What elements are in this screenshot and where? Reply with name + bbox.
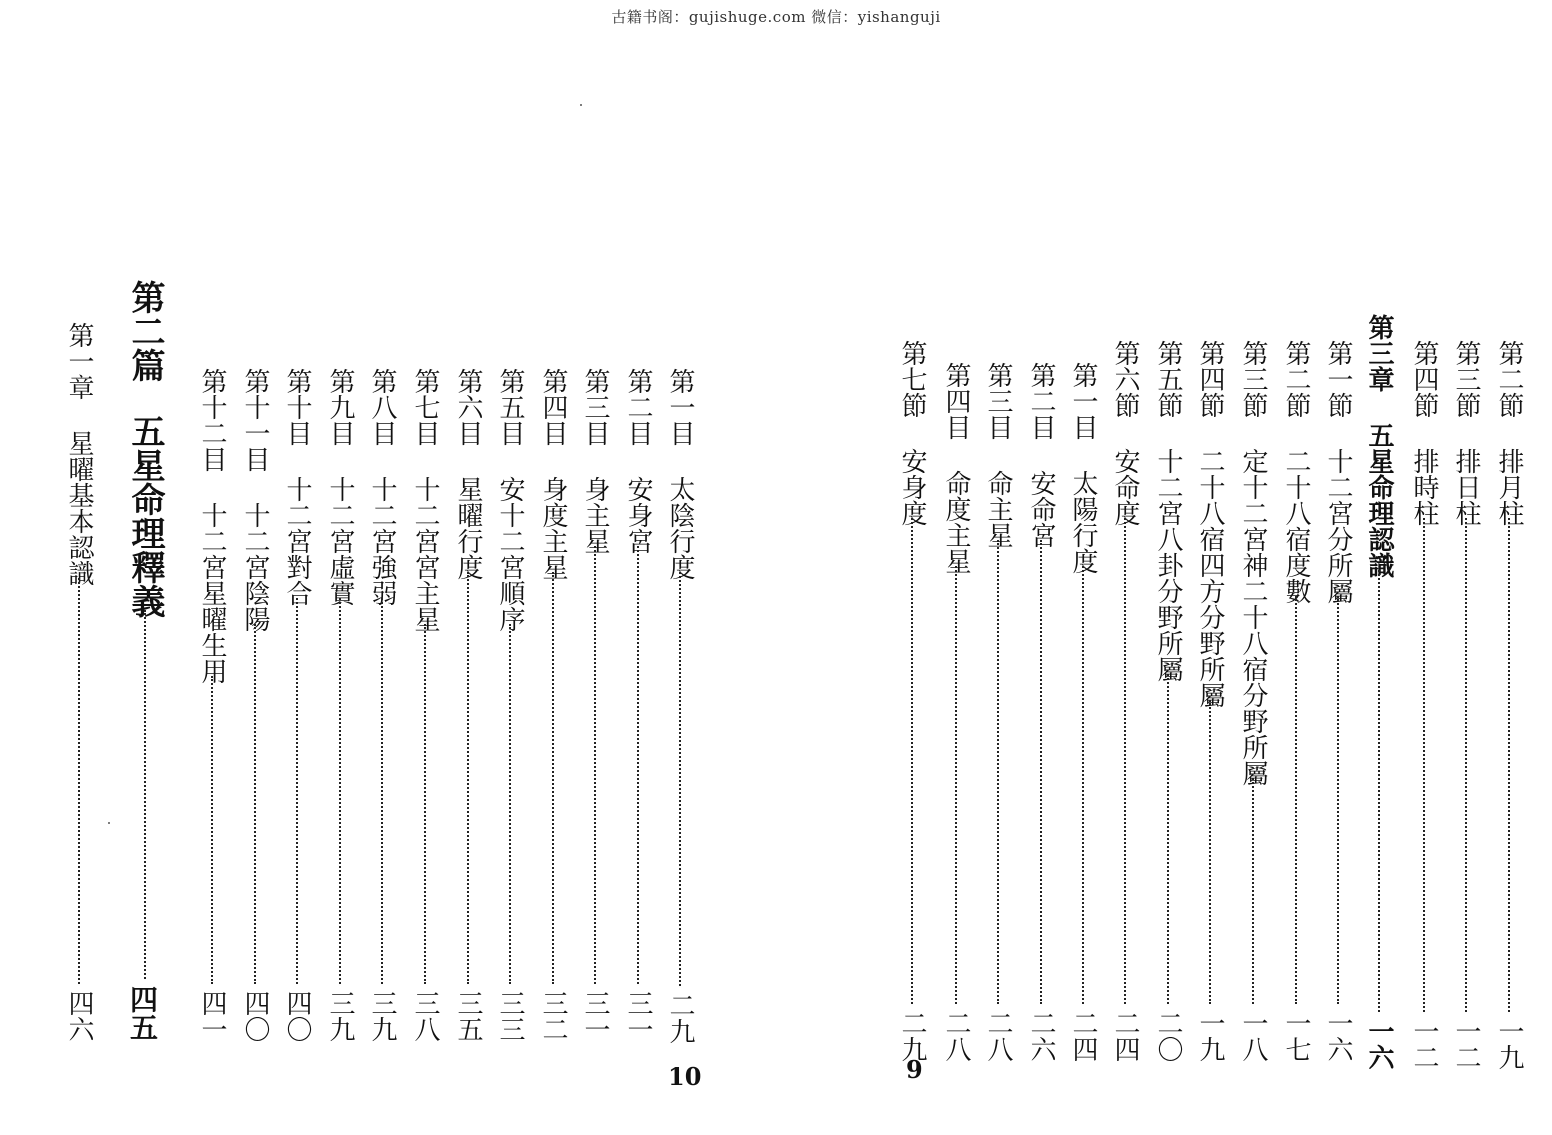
- entry-title: 排月柱: [1494, 448, 1524, 526]
- leader-dots: [424, 624, 428, 984]
- entry-page-number: 二六: [1026, 1010, 1056, 1062]
- entry-label: 第一章: [64, 322, 94, 400]
- page-number-left: 10: [668, 1062, 702, 1091]
- left-page-toc-entry[interactable]: [623, 368, 653, 1042]
- leader-dots: [1167, 674, 1171, 1004]
- entry-page-number: 三五: [453, 990, 483, 1042]
- entry-label: 第三節: [1238, 340, 1268, 418]
- right-page-toc-entry[interactable]: [1451, 340, 1481, 1070]
- left-page-toc-entry[interactable]: [580, 368, 610, 1042]
- entry-page-number: 一二: [1451, 1018, 1481, 1070]
- entry-label: 第六節: [1110, 340, 1140, 418]
- entry-label: 第二目: [1026, 362, 1056, 440]
- entry-label: 第九目: [325, 368, 355, 446]
- right-page-toc-entry[interactable]: [897, 340, 927, 1062]
- leader-dots: [1040, 540, 1044, 1004]
- entry-title: 排時柱: [1409, 448, 1439, 526]
- entry-title: 星曜行度: [453, 476, 483, 580]
- entry-title: 五星命理認識: [1364, 422, 1394, 578]
- right-page-toc-entry[interactable]: [1110, 340, 1140, 1062]
- entry-title: 十二宮陰陽: [240, 502, 270, 632]
- entry-label: 第一目: [665, 368, 695, 446]
- entry-title: 十二宮強弱: [367, 476, 397, 606]
- leader-dots: [552, 572, 556, 984]
- entry-title: 安十二宮順序: [495, 476, 525, 632]
- entry-label: 第二目: [623, 368, 653, 446]
- entry-page-number: 四五: [126, 985, 159, 1041]
- right-page-toc-entry[interactable]: [941, 362, 971, 1062]
- left-page-toc-entry[interactable]: [453, 368, 483, 1042]
- entry-title: 排日柱: [1451, 448, 1481, 526]
- entry-title: 身度主星: [538, 476, 568, 580]
- entry-title: 安命度: [1110, 448, 1140, 526]
- leader-dots: [1378, 570, 1382, 1012]
- leader-dots: [78, 578, 82, 984]
- entry-title: 十二宮星曜生用: [197, 502, 227, 684]
- left-page-toc-entry[interactable]: [125, 280, 165, 1041]
- left-page-toc-entry[interactable]: [495, 368, 525, 1042]
- leader-dots: [637, 546, 641, 984]
- watermark-text: 古籍书阁：gujishuge.com 微信：yishanguji: [611, 8, 941, 26]
- left-page-toc-entry[interactable]: [325, 368, 355, 1042]
- entry-label: 第四節: [1409, 340, 1439, 418]
- leader-dots: [339, 598, 343, 984]
- entry-page-number: 二四: [1068, 1010, 1098, 1062]
- right-page-toc-entry[interactable]: [1068, 362, 1098, 1062]
- entry-title: 十二宮分所屬: [1323, 448, 1353, 604]
- right-page-toc-entry[interactable]: [1195, 340, 1225, 1062]
- left-page-toc-entry[interactable]: [197, 368, 227, 1042]
- entry-page-number: 三二: [538, 990, 568, 1042]
- entry-label: 第六目: [453, 368, 483, 446]
- entry-label: 第一目: [1068, 362, 1098, 440]
- leader-dots: [911, 518, 915, 1004]
- entry-page-number: 三一: [580, 990, 610, 1042]
- entry-title: 二十八宿四方分野所屬: [1195, 448, 1225, 708]
- entry-label: 第三目: [580, 368, 610, 446]
- entry-label: 第三目: [983, 362, 1013, 440]
- entry-label: 第二節: [1281, 340, 1311, 418]
- left-page-toc-entry[interactable]: [410, 368, 440, 1042]
- entry-label: 第三章: [1364, 314, 1394, 392]
- print-speck: [108, 822, 110, 824]
- left-page-toc-entry[interactable]: [367, 368, 397, 1042]
- right-page-toc-entry[interactable]: [1364, 314, 1394, 1070]
- entry-page-number: 三一: [623, 990, 653, 1042]
- leader-dots: [1209, 700, 1213, 1004]
- entry-label: 第七目: [410, 368, 440, 446]
- entry-page-number: 四〇: [282, 990, 312, 1042]
- entry-page-number: 一六: [1364, 1018, 1394, 1070]
- entry-page-number: 一九: [1195, 1010, 1225, 1062]
- entry-title: 星曜基本認識: [64, 430, 94, 586]
- entry-page-number: 四六: [64, 990, 94, 1042]
- entry-page-number: 三八: [410, 990, 440, 1042]
- entry-page-number: 四〇: [240, 990, 270, 1042]
- entry-title: 安命宮: [1026, 470, 1056, 548]
- leader-dots: [467, 572, 471, 984]
- right-page-toc-entry[interactable]: [1238, 340, 1268, 1062]
- right-page-toc-entry[interactable]: [1494, 340, 1524, 1070]
- page-number-right: 9: [906, 1055, 923, 1084]
- entry-page-number: 一二: [1409, 1018, 1439, 1070]
- entry-title: 身主星: [580, 476, 610, 554]
- entry-page-number: 二九: [897, 1010, 927, 1062]
- entry-page-number: 一七: [1281, 1010, 1311, 1062]
- entry-label: 第四目: [538, 368, 568, 446]
- leader-dots: [1082, 566, 1086, 1004]
- leader-dots: [997, 540, 1001, 1004]
- entry-page-number: 一九: [1494, 1018, 1524, 1070]
- entry-title: 五星命理釋義: [125, 414, 165, 618]
- entry-page-number: 二〇: [1153, 1010, 1183, 1062]
- leader-dots: [1508, 518, 1512, 1012]
- leader-dots: [144, 610, 148, 979]
- entry-title: 太陰行度: [665, 476, 695, 580]
- entry-title: 定十二宮神二十八宿分野所屬: [1238, 448, 1268, 786]
- right-page-toc-entry[interactable]: [1153, 340, 1183, 1062]
- leader-dots: [679, 572, 683, 986]
- entry-page-number: 一八: [1238, 1010, 1268, 1062]
- entry-page-number: 二八: [941, 1010, 971, 1062]
- entry-page-number: 一六: [1323, 1010, 1353, 1062]
- leader-dots: [1423, 518, 1427, 1012]
- leader-dots: [1295, 596, 1299, 1004]
- entry-label: 第四目: [941, 362, 971, 440]
- leader-dots: [1465, 518, 1469, 1012]
- left-page-toc-entry[interactable]: [538, 368, 568, 1042]
- left-page-toc-entry[interactable]: [665, 368, 695, 1044]
- leader-dots: [509, 624, 513, 984]
- entry-page-number: 三九: [367, 990, 397, 1042]
- entry-label: 第五目: [495, 368, 525, 446]
- entry-label: 第一節: [1323, 340, 1353, 418]
- left-page-toc-entry[interactable]: [64, 322, 94, 1042]
- print-speck: [580, 104, 582, 106]
- entry-title: 十二宮宮主星: [410, 476, 440, 632]
- leader-dots: [594, 546, 598, 984]
- right-page-toc-entry[interactable]: [1323, 340, 1353, 1062]
- entry-label: 第十一目: [240, 368, 270, 472]
- leader-dots: [1124, 518, 1128, 1004]
- entry-label: 第四節: [1195, 340, 1225, 418]
- entry-title: 安身度: [897, 448, 927, 526]
- entry-page-number: 三九: [325, 990, 355, 1042]
- right-page-toc-entry[interactable]: [1409, 340, 1439, 1070]
- entry-label: 第二篇: [125, 280, 165, 382]
- entry-label: 第十目: [282, 368, 312, 446]
- entry-title: 十二宮對合: [282, 476, 312, 606]
- left-page-toc-entry[interactable]: [240, 368, 270, 1042]
- leader-dots: [296, 598, 300, 984]
- leader-dots: [254, 624, 258, 984]
- entry-page-number: 二八: [983, 1010, 1013, 1062]
- leader-dots: [1252, 778, 1256, 1004]
- entry-page-number: 三三: [495, 990, 525, 1042]
- entry-title: 十二宮虛實: [325, 476, 355, 606]
- left-page-toc-entry[interactable]: [282, 368, 312, 1042]
- entry-title: 十二宮八卦分野所屬: [1153, 448, 1183, 682]
- entry-label: 第十二目: [197, 368, 227, 472]
- entry-page-number: 二四: [1110, 1010, 1140, 1062]
- entry-page-number: 二九: [665, 992, 695, 1044]
- entry-page-number: 四一: [197, 990, 227, 1042]
- leader-dots: [955, 566, 959, 1004]
- leader-dots: [211, 676, 215, 984]
- entry-label: 第八目: [367, 368, 397, 446]
- entry-label: 第三節: [1451, 340, 1481, 418]
- leader-dots: [1337, 596, 1341, 1004]
- entry-title: 太陽行度: [1068, 470, 1098, 574]
- entry-title: 命主星: [983, 470, 1013, 548]
- right-page-toc-entry[interactable]: [983, 362, 1013, 1062]
- entry-title: 安身宮: [623, 476, 653, 554]
- right-page-toc-entry[interactable]: [1281, 340, 1311, 1062]
- entry-title: 二十八宿度數: [1281, 448, 1311, 604]
- leader-dots: [381, 598, 385, 984]
- right-page-toc-entry[interactable]: [1026, 362, 1056, 1062]
- entry-label: 第二節: [1494, 340, 1524, 418]
- entry-title: 命度主星: [941, 470, 971, 574]
- entry-label: 第七節: [897, 340, 927, 418]
- entry-label: 第五節: [1153, 340, 1183, 418]
